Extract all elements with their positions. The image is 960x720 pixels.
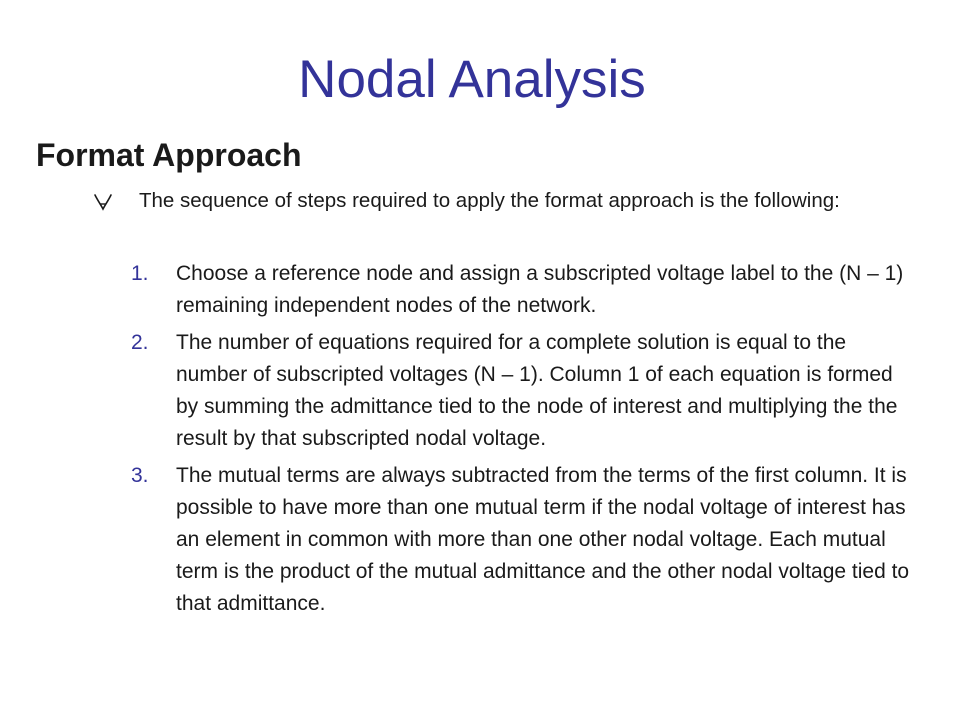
- step-item: [128, 327, 918, 455]
- step-number: 1.: [131, 262, 149, 285]
- step-text: The number of equations required for a complete solution is equal to the number of subscripted voltages (N – 1). Column 1 of each equation is formed by summing the admittance tied to the node of interest and multiplying the the result by that subscripted nodal voltage.: [176, 331, 898, 450]
- section-heading: Format Approach: [36, 137, 302, 173]
- intro-text: The sequence of steps required to apply the format approach is the following:: [139, 189, 840, 212]
- intro-bullet: [92, 187, 912, 215]
- step-number: 3.: [131, 464, 149, 487]
- slide-title: Nodal Analysis: [298, 50, 646, 109]
- step-item: [128, 258, 918, 322]
- step-text: The mutual terms are always subtracted from the terms of the first column. It is possible to have more than one mutual term if the nodal voltage of interest has an element in common with more than one other nodal voltage. Each mutual term is the product of the mutual admittance and the other nodal voltage tied to that admittance.: [176, 464, 910, 615]
- step-item: [128, 460, 918, 620]
- step-number: 2.: [131, 331, 149, 354]
- step-text: Choose a reference node and assign a subscripted voltage label to the (N – 1) remaining independent nodes of the network.: [176, 262, 904, 317]
- steps-list: [128, 258, 918, 625]
- pen-nib-bullet-icon: [92, 191, 114, 213]
